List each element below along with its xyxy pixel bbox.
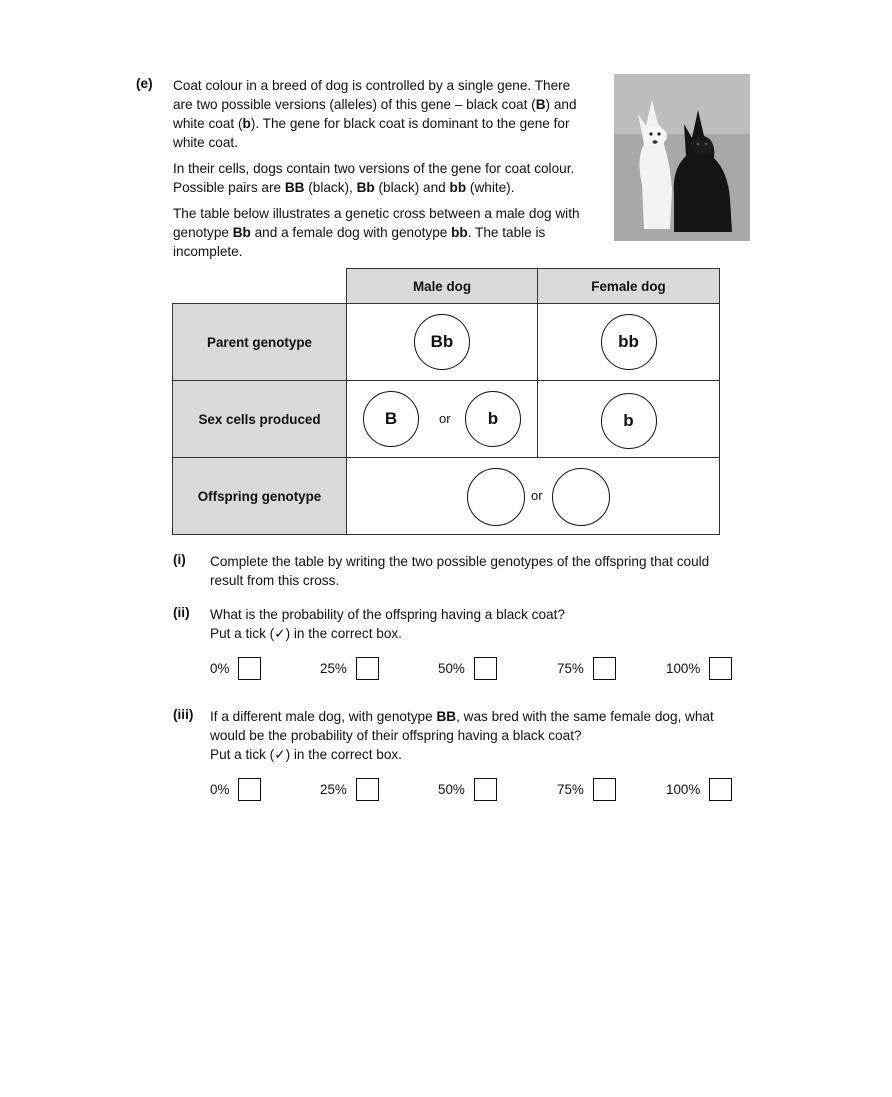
option-label: 50% — [438, 661, 465, 676]
or-label: or — [439, 411, 451, 426]
part-iii-line: If a different male dog, with genotype BB, was bred with the same female dog, what — [210, 709, 714, 724]
part-iii-line: Put a tick (✓) in the correct box. — [210, 747, 402, 762]
header-male-dog: Male dog — [346, 268, 537, 303]
male-sex-cells-cell — [346, 380, 537, 457]
dogs-photo — [614, 74, 750, 241]
offspring-answer-circle-2[interactable] — [552, 468, 610, 526]
part-iii-label: (iii) — [173, 707, 194, 722]
tick-box[interactable] — [593, 657, 616, 680]
offspring-answer-circle-1[interactable] — [467, 468, 525, 526]
option-label: 0% — [210, 782, 230, 797]
tick-box[interactable] — [356, 657, 379, 680]
question-label: (e) — [136, 76, 153, 91]
intro-line: Coat colour in a breed of dog is controlled by a single gene. There — [173, 78, 571, 93]
part-ii-line: Put a tick (✓) in the correct box. — [210, 626, 402, 641]
tick-box[interactable] — [709, 778, 732, 801]
genotype-paragraph — [173, 159, 613, 197]
tick-box[interactable] — [238, 657, 261, 680]
part-iii-option-100[interactable] — [666, 778, 732, 801]
option-label: 25% — [320, 782, 347, 797]
cross-line: genotype Bb and a female dog with genotype bb. The table is — [173, 225, 546, 240]
tick-box[interactable] — [356, 778, 379, 801]
part-i-label: (i) — [173, 552, 186, 567]
tick-box[interactable] — [593, 778, 616, 801]
cross-paragraph — [173, 204, 613, 261]
male-sex-cell-b: b — [465, 391, 521, 447]
row-label-parent-genotype: Parent genotype — [172, 303, 346, 380]
tick-box[interactable] — [474, 657, 497, 680]
intro-line: white coat. — [173, 135, 238, 150]
part-iii-text — [210, 707, 770, 764]
part-i-line: result from this cross. — [210, 573, 340, 588]
tick-box[interactable] — [709, 657, 732, 680]
option-label: 75% — [557, 661, 584, 676]
intro-line: white coat (b). The gene for black coat is dominant to the gene for — [173, 116, 570, 131]
female-parent-cell — [537, 303, 720, 380]
intro-paragraph — [173, 76, 603, 152]
male-sex-cell-B: B — [363, 391, 419, 447]
part-i-text — [210, 552, 770, 590]
female-sex-cell-b: b — [601, 393, 657, 449]
or-label: or — [531, 488, 543, 503]
male-parent-cell — [346, 303, 537, 380]
cross-line: The table below illustrates a genetic cross between a male dog with — [173, 206, 580, 221]
part-ii-option-75[interactable] — [557, 657, 616, 680]
option-label: 100% — [666, 782, 701, 797]
part-ii-option-50[interactable] — [438, 657, 497, 680]
part-iii-option-75[interactable] — [557, 778, 616, 801]
cross-line: incomplete. — [173, 244, 243, 259]
option-label: 100% — [666, 661, 701, 676]
offspring-genotype-cell — [346, 457, 720, 535]
genotype-line: In their cells, dogs contain two versions of the gene for coat colour. — [173, 161, 575, 176]
row-label-sex-cells: Sex cells produced — [172, 380, 346, 457]
option-label: 50% — [438, 782, 465, 797]
part-ii-option-100[interactable] — [666, 657, 732, 680]
option-label: 25% — [320, 661, 347, 676]
part-ii-label: (ii) — [173, 605, 190, 620]
dogs-illustration — [614, 74, 750, 241]
part-ii-option-25[interactable] — [320, 657, 379, 680]
part-iii-option-0[interactable] — [210, 778, 261, 801]
header-female-dog: Female dog — [537, 268, 720, 303]
option-label: 0% — [210, 661, 230, 676]
female-parent-genotype: bb — [601, 314, 657, 370]
male-parent-genotype: Bb — [414, 314, 470, 370]
genetic-cross-table — [172, 268, 720, 535]
tick-box[interactable] — [474, 778, 497, 801]
part-i-line: Complete the table by writing the two possible genotypes of the offspring that could — [210, 554, 710, 569]
part-iii-line: would be the probability of their offspring having a black coat? — [210, 728, 582, 743]
intro-line: are two possible versions (alleles) of this gene – black coat (B) and — [173, 97, 577, 112]
row-label-offspring-genotype: Offspring genotype — [172, 457, 346, 535]
part-ii-option-0[interactable] — [210, 657, 261, 680]
option-label: 75% — [557, 782, 584, 797]
genotype-line: Possible pairs are BB (black), Bb (black) and bb (white). — [173, 180, 515, 195]
part-iii-option-50[interactable] — [438, 778, 497, 801]
part-ii-line: What is the probability of the offspring having a black coat? — [210, 607, 565, 622]
tick-box[interactable] — [238, 778, 261, 801]
part-iii-option-25[interactable] — [320, 778, 379, 801]
female-sex-cells-cell — [537, 380, 720, 457]
part-ii-text — [210, 605, 770, 643]
